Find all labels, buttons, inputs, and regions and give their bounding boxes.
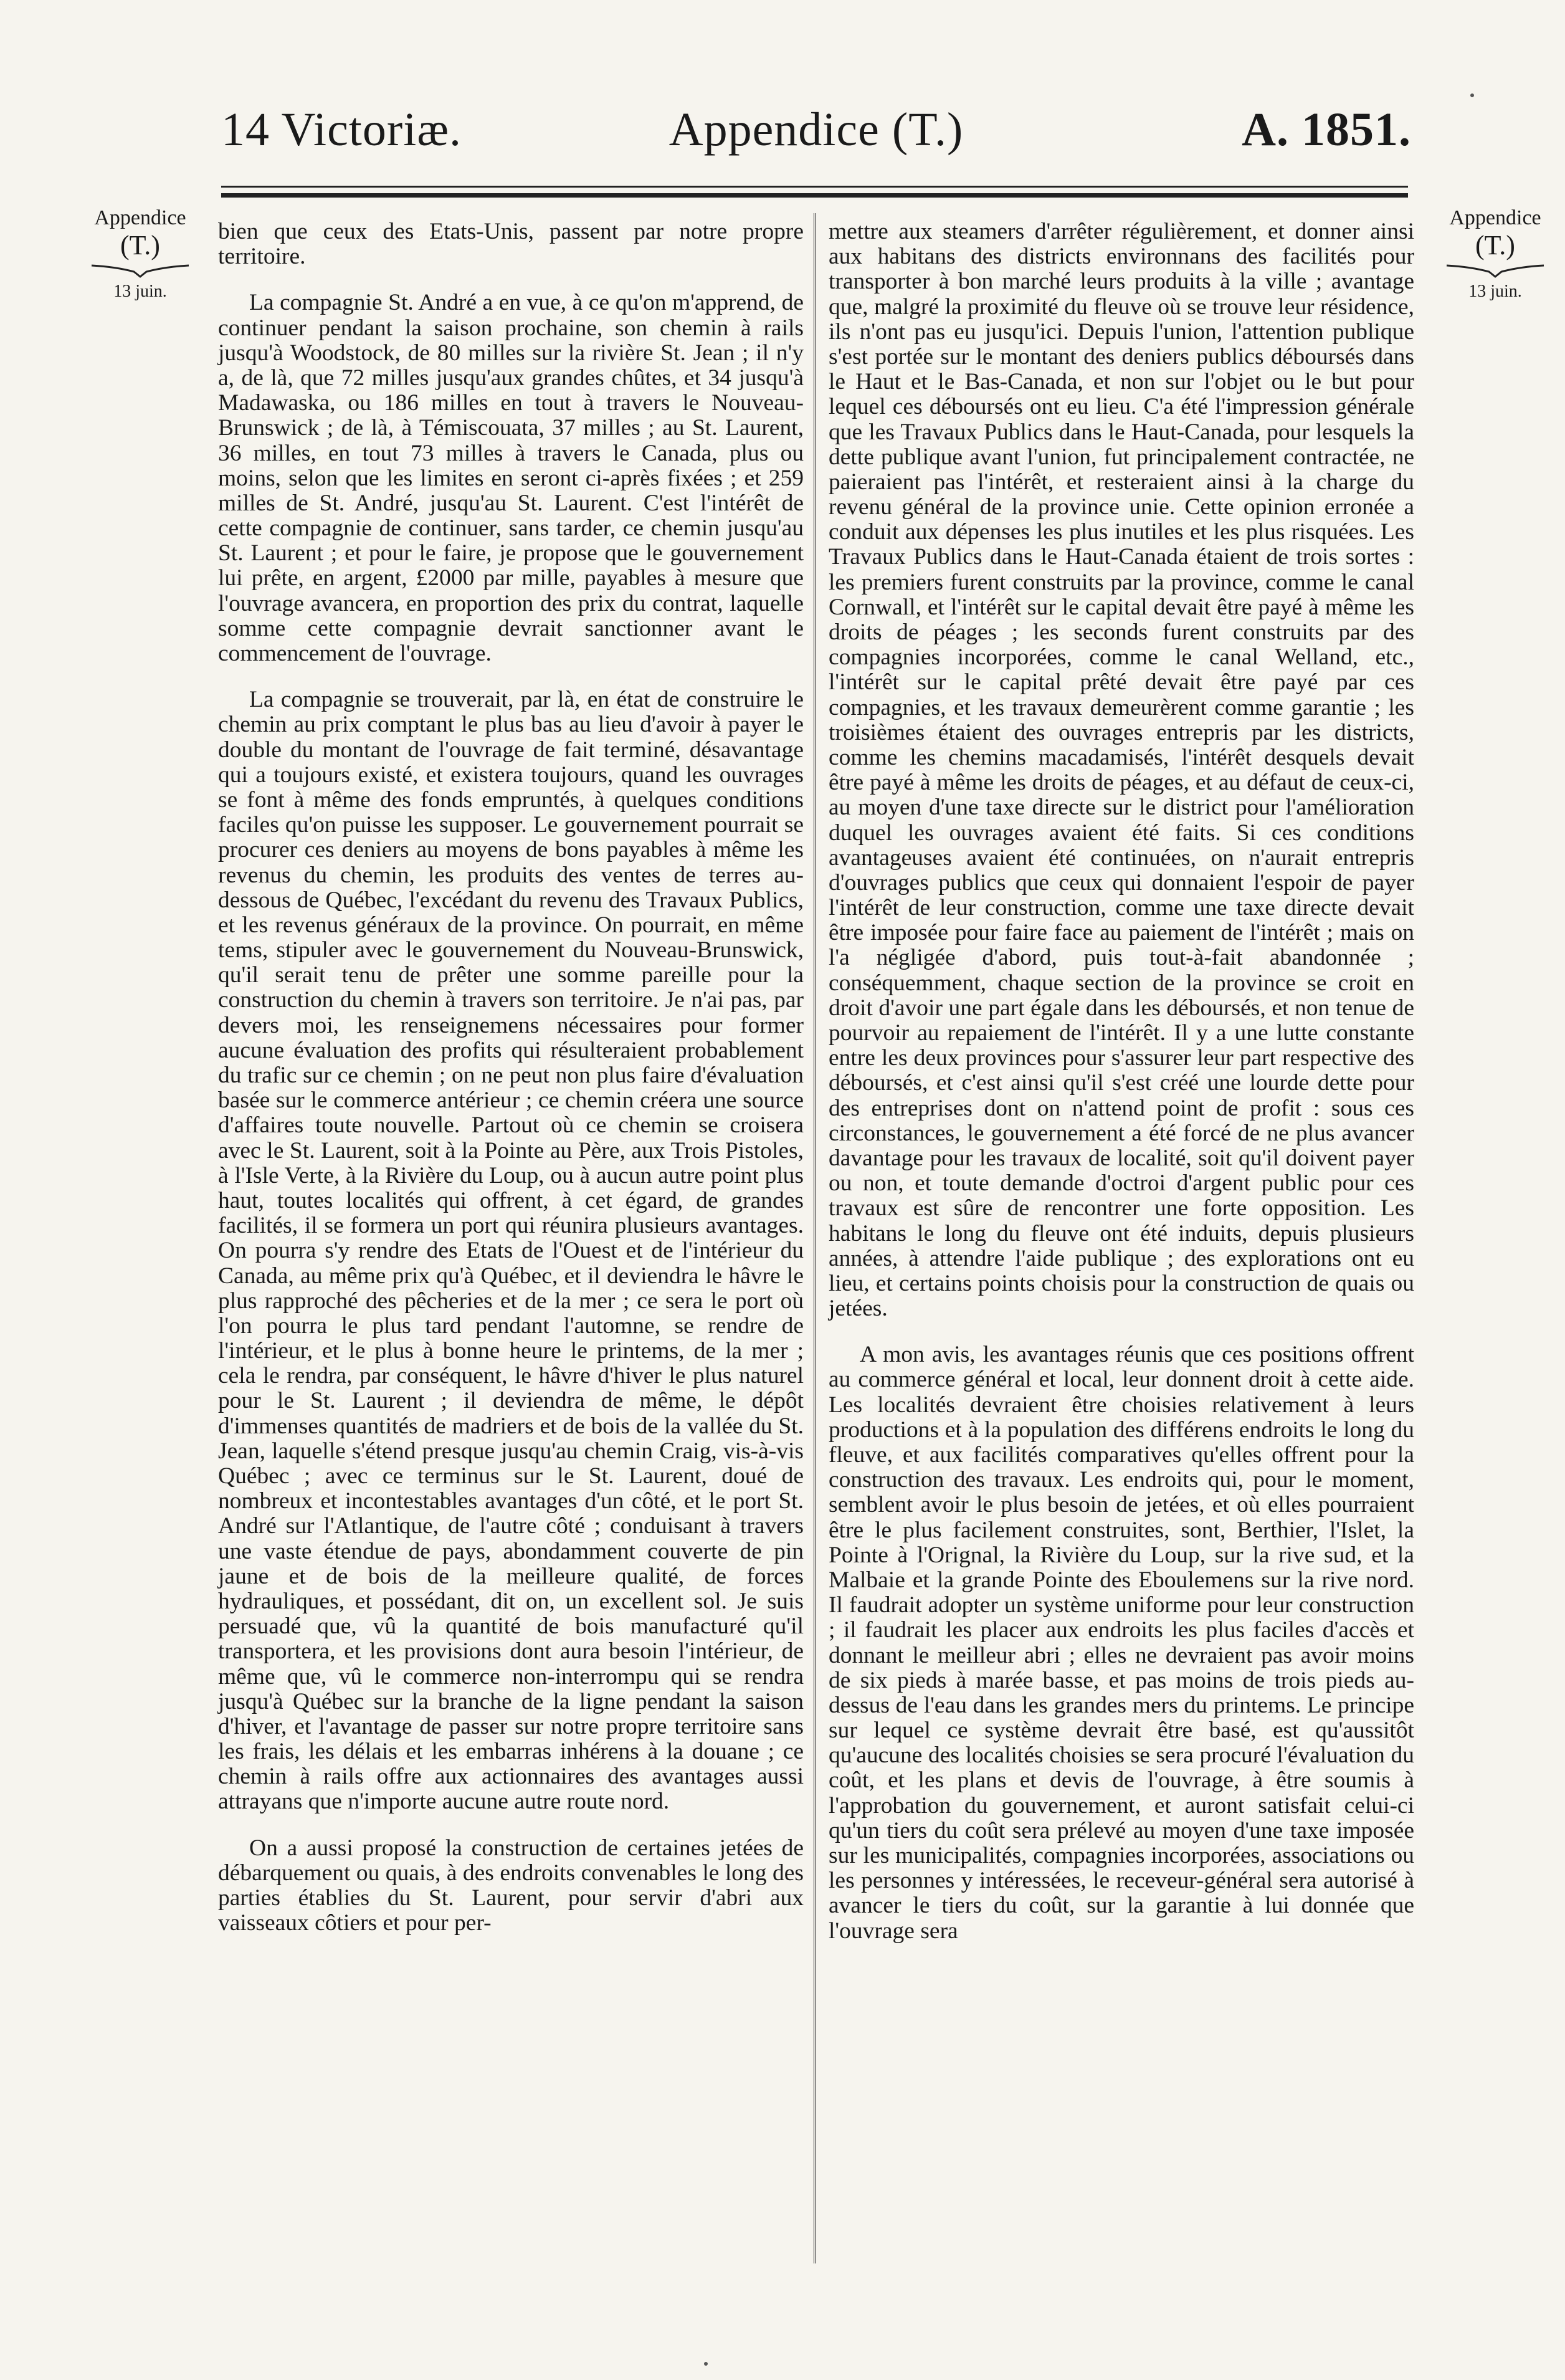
paragraph: bien que ceux des Etats-Unis, passent par notre propre territoire. <box>218 219 804 270</box>
margin-label: Appendice <box>1449 206 1541 229</box>
header-title: Appendice (T.) <box>668 103 964 156</box>
margin-label: Appendice <box>94 206 186 229</box>
paragraph: mettre aux steamers d'arrêter régulièrement, et donner ainsi aux habitans des districts environnans des facilités pour transporter à bon marché leurs produits à la ville ; avantage que, malgré la proximité du fleuve où se trouve leur résidence, ils n'ont pas eu jusqu'ici. Depuis l'union, l'attention publique s'est portée sur le montant des deniers publics déboursés dans le Haut et le Bas-Canada, et non sur l'objet ou le but pour lequel ces déboursés ont eu lieu. C'a été l'impression générale que les Travaux Publics dans le Haut-Canada, pour lesquels la dette publique avant l'union, fut principalement contractée, ne paieraient pas l'intérêt, et resteraient ainsi à la charge du revenu général de la province unie. Cette opinion erronée a conduit aux dépenses les plus inutiles et les plus risquées. Les Travaux Publics dans le Haut-Canada étaient de trois sortes : les premiers furent construits par la province, comme le canal Cornwall, et l'intérêt sur le capital devait être payé à même les droits de péages ; les seconds furent construits par des compagnies incorporées, comme le canal Welland, etc., l'intérêt sur le capital prêté devait être payé par ces compagnies, et les travaux demeurèrent comme garantie ; les troisièmes étaient des ouvrages entrepris par les districts, comme les chemins macadamisés, l'intérêt desquels devait être payé à même les droits de péages, et au défaut de ceux-ci, au moyen d'une taxe directe sur le district pour l'amélioration duquel les ouvrages avaient été faits. Si ces conditions avantageuses avaient été continuées, on n'aurait entrepris d'ouvrages publics que ceux qui donnaient l'espoir de payer l'intérêt de leur construction, comme une taxe directe devait être imposée pour faire face au paiement de l'intérêt ; mais on l'a négligée d'abord, puis tout-à-fait abandonnée ; conséquemment, chaque section de la province se croit en droit d'avoir une part égale dans les déboursés, et non tenue de pourvoir au repaiement de l'intérêt. Il y a une lutte constante entre les deux provinces pour s'assurer leur part respective des déboursés, et c'est ainsi qu'il s'est créé une lourde dette pour des entreprises dont on n'attend point de profit : sous ces circonstances, le gouvernement a été forcé de ne plus avancer davantage pour les travaux de localité, soit qu'il doivent payer ou non, et toute demande d'octroi d'argent public pour ces travaux est sûre de rencontrer une forte opposition. Les habitans le long du fleuve ont été induits, depuis plusieurs années, à attendre l'aide publique ; des explorations ont eu lieu, et certains points choisis pour la construction de quais ou jetées. <box>829 219 1414 1322</box>
header-session: 14 Victoriæ. <box>221 103 462 156</box>
paragraph: La compagnie St. André a en vue, à ce qu'on m'apprend, de continuer pendant la saison prochaine, son chemin à rails jusqu'à Woodstock, de 80 milles sur la rivière St. Jean ; il n'y a, de là, que 72 milles jusqu'aux grandes chûtes, et 34 jusqu'à Madawaska, ou 186 milles en tout à travers le Nouveau-Brunswick ; de là, à Témiscouata, 37 milles ; au St. Laurent, 36 milles, en tout 73 milles à travers le Canada, plus ou moins, selon que les limites en seront ci-après fixées ; et 259 milles de St. André, jusqu'au St. Laurent. C'est l'intérêt de cette compagnie de continuer, sans tarder, ce chemin jusqu'au St. Laurent ; et pour le faire, je propose que le gouvernement lui prête, en argent, £2000 par mille, payables à mesure que l'ouvrage avancera, en proportion des prix du contrat, laquelle somme cette compagnie devrait sanctionner avant le commencement de l'ouvrage. <box>218 290 804 666</box>
paragraph: A mon avis, les avantages réunis que ces positions offrent au commerce général et local, leur donnent droit à cette aide. Les localités devraient être choisies relativement à leurs productions et à la population des différens endroits le long du fleuve, et aux facilités comparatives qu'elles offrent pour la construction des travaux. Les endroits qui, pour le moment, semblent avoir le plus besoin de jetées, et où elles pourraient être le plus facilement construites, sont, Berthier, l'Islet, la Pointe à l'Orignal, la Rivière du Loup, sur la rive sud, et la Malbaie et la grande Pointe des Eboulemens sur la rive nord. Il faudrait adopter un système uniforme pour leur construction ; il faudrait les placer aux endroits les plus faciles d'accès et donnant le meilleur abri ; elles ne devraient pas avoir moins de six pieds à marée basse, et pas moins de trois pieds au-dessus de l'eau dans les grandes mers du printems. Le principe sur lequel ce système devrait être basé, est qu'aussitôt qu'aucune des localités choisies se sera procuré l'évaluation du coût, et les plans et devis de l'ouvrage, à être soumis à l'approbation du gouvernement, et auront satisfait celui-ci qu'un tiers du coût sera prélevé au moyen d'une taxe imposée sur les municipalités, compagnies incorporées, associations ou les personnes y intéressées, le receveur-général sera autorisé à avancer le tiers du coût, sur la garantie à lui donnée que l'ouvrage sera <box>829 1342 1414 1944</box>
brace-icon <box>90 264 190 278</box>
margin-sub: (T.) <box>1475 230 1515 261</box>
header-rule-thin <box>221 186 1408 188</box>
column-divider <box>814 213 816 2263</box>
scan-speck <box>1470 93 1474 97</box>
paragraph: On a aussi proposé la construction de certaines jetées de débarquement ou quais, à des endroits convenables le long des parties établies du St. Laurent, pour servir d'abri aux vaisseaux côtiers et pour per- <box>218 1835 804 1936</box>
right-margin-note <box>1433 206 1558 302</box>
left-column <box>218 219 804 1936</box>
page-header <box>212 103 1420 181</box>
scan-speck <box>704 2362 708 2366</box>
margin-date: 13 juin. <box>1468 281 1522 301</box>
paragraph: La compagnie se trouverait, par là, en état de construire le chemin au prix comptant le plus bas au lieu d'avoir à payer le double du montant de l'ouvrage de fait terminé, désavantage qui a toujours existé, et existera toujours, quand les ouvrages se font à même des fonds empruntés, à quelques conditions faciles qu'on puisse les supposer. Le gouvernement pourrait se procurer ces deniers au moyens de bons payables à même les revenus du chemin, les produits des ventes de terres au-dessous de Québec, l'excédant du revenu des Travaux Publics, et les revenus généraux de la province. On pourrait, en même tems, stipuler avec le gouvernement du Nouveau-Brunswick, qu'il serait tenu de prêter une somme pareille pour la construction du chemin à travers son territoire. Je n'ai pas, par devers moi, les renseignemens nécessaires pour former aucune évaluation des profits qui résulteraient probablement du trafic sur ce chemin ; on ne peut non plus faire d'évaluation basée sur le commerce antérieur ; ce chemin créera une source d'affaires toute nouvelle. Partout où ce chemin se croisera avec le St. Laurent, soit à la Pointe au Père, aux Trois Pistoles, à l'Isle Verte, à la Rivière du Loup, ou à aucun autre point plus haut, toutes localités qui offrent, à cet égard, de grandes facilités, il se formera un port qui réunira plusieurs avantages. On pourra s'y rendre des Etats de l'Ouest et de l'intérieur du Canada, au même prix qu'à Québec, et il deviendra le hâvre le plus rapproché des pêcheries et de la mer ; ce sera le port où l'on pourra le plus tard pendant l'automne, se rendre de l'intérieur, et le plus à bonne heure le printems, de la mer ; cela le rendra, par conséquent, le hâvre d'hiver le plus naturel pour le St. Laurent ; il deviendra de même, le dépôt d'immenses quantités de madriers et de bois de la vallée du St. Jean, laquelle s'étend presque jusqu'au chemin Craig, vis-à-vis Québec ; avec ce terminus sur le St. Laurent, doué de nombreux et incontestables avantages d'un côté, et le port St. André sur l'Atlantique, de l'autre côté ; conduisant à travers une vaste étendue de pays, abondamment couverte de pin jaune et de bois de la meilleure qualité, de forces hydrauliques, et possédant, dit on, un excellent sol. Je suis persuadé que, vû la quantité de bois manufacturé qu'il transportera, et les provisions dont aura besoin l'intérieur, de même que, vû le commerce non-interrompu qui se rendra jusqu'à Québec sur la branche de la ligne pendant la saison d'hiver, et l'avantage de passer sur notre propre territoire sans les frais, les délais et les embarras inhérens à la douane ; ce chemin à rails offre aux actionnaires des avantages aussi attrayans que n'importe aucune autre route nord. <box>218 687 804 1815</box>
header-year: A. 1851. <box>1242 103 1411 156</box>
right-column <box>829 219 1414 1944</box>
brace-icon <box>1445 264 1545 278</box>
header-rule-thick <box>221 193 1408 198</box>
margin-date: 13 juin. <box>113 281 167 301</box>
margin-sub: (T.) <box>120 230 160 261</box>
left-margin-note <box>78 206 202 302</box>
